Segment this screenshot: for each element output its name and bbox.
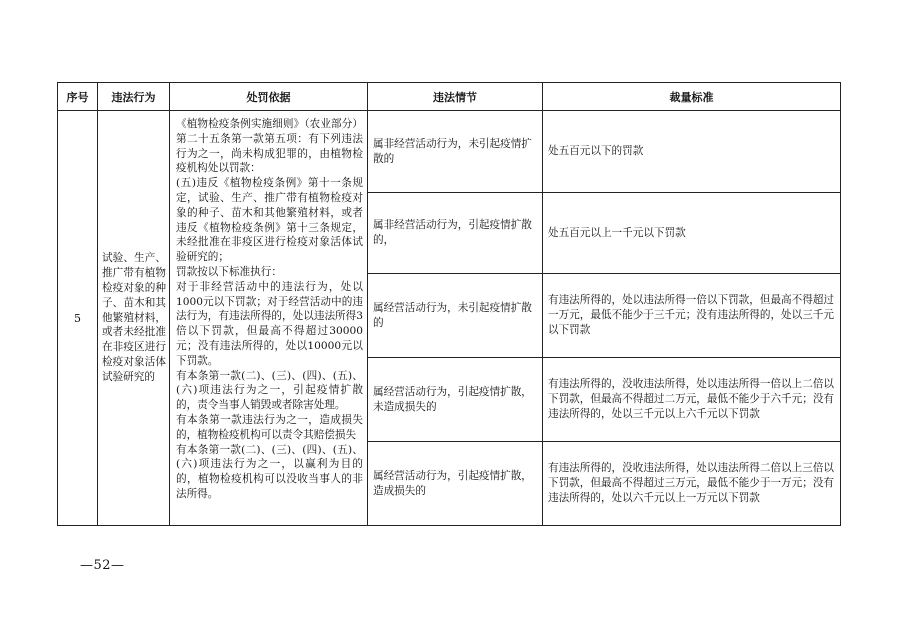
penalty-basis	[170, 111, 368, 526]
circumstance-cell: 属非经营活动行为，引起疫情扩散的，	[368, 193, 543, 274]
standard-cell: 处五百元以下的罚款	[543, 111, 841, 193]
header-circumstance: 违法情节	[368, 83, 543, 111]
penalty-table	[57, 82, 841, 526]
basis-paragraph: (五)违反《植物检疫条例》第十一条规定，试验、生产、推广带有植物检疫对象的种子、苗木和其他繁殖材料，或者违反《植物检疫条例》第十三条规定，未经批准在非疫区进行检疫对象活体试验研究的；	[176, 177, 363, 264]
circumstance-cell: 属非经营活动行为，未引起疫情扩散的	[368, 111, 543, 193]
basis-paragraph: 对于非经营活动中的违法行为，处以1000元以下罚款；对于经营活动中的违法行为，有违法所得的，处以违法所得3倍以下罚款，但最高不得超过30000元；没有违法所得的，处以10000元以下罚款。	[176, 280, 363, 367]
standard-cell: 有违法所得的，处以违法所得一倍以下罚款，但最高不得超过一万元，最低不能少于三千元；没有违法所得的，处以三千元以下罚款	[543, 274, 841, 358]
violation-act: 试验、生产、推广带有植物检疫对象的种子、苗木和其他繁殖材料，或者未经批准在非疫区进行检疫对象活体试验研究的	[98, 111, 170, 526]
standard-cell: 处五百元以上一千元以下罚款	[543, 193, 841, 274]
header-standard: 裁量标准	[543, 83, 841, 111]
row-number: 5	[58, 111, 98, 526]
page-number: —52—	[80, 558, 125, 573]
header-no: 序号	[58, 83, 98, 111]
basis-paragraph: 《植物检疫条例实施细则》（农业部分）第二十五条第一款第五项：有下列违法行为之一，尚未构成犯罪的，由植物检疫机构处以罚款：	[176, 118, 363, 175]
circumstance-cell: 属经营活动行为，引起疫情扩散，造成损失的	[368, 442, 543, 526]
basis-paragraph: 有本条第一款(二)、(三)、(四)、(五)、(六)项违法行为之一，引起疫情扩散的，责令当事人销毁或者除害处理。	[176, 369, 363, 412]
header-act: 违法行为	[98, 83, 170, 111]
header-row	[58, 83, 841, 111]
circumstance-cell: 属经营活动行为，未引起疫情扩散的	[368, 274, 543, 358]
circumstance-cell: 属经营活动行为，引起疫情扩散，未造成损失的	[368, 358, 543, 442]
standard-cell: 有违法所得的，没收违法所得，处以违法所得一倍以上二倍以下罚款，但最高不得超过二万元，最低不能少于六千元；没有违法所得的，处以三千元以上六千元以下罚款	[543, 358, 841, 442]
standard-cell: 有违法所得的，没收违法所得，处以违法所得二倍以上三倍以下罚款，但最高不得超过三万元，最低不能少于一万元；没有违法所得的，处以六千元以上一万元以下罚款	[543, 442, 841, 526]
basis-paragraph: 有本条第一款违法行为之一，造成损失的，植物检疫机构可以责令其赔偿损失	[176, 413, 363, 441]
table-row	[58, 111, 841, 193]
header-basis: 处罚依据	[170, 83, 368, 111]
basis-paragraph: 有本条第一款(二)、(三)、(四)、(五)、(六)项违法行为之一，以赢利为目的的，植物检疫机构可以没收当事人的非法所得。	[176, 443, 363, 500]
basis-paragraph: 罚款按以下标准执行：	[176, 265, 282, 278]
